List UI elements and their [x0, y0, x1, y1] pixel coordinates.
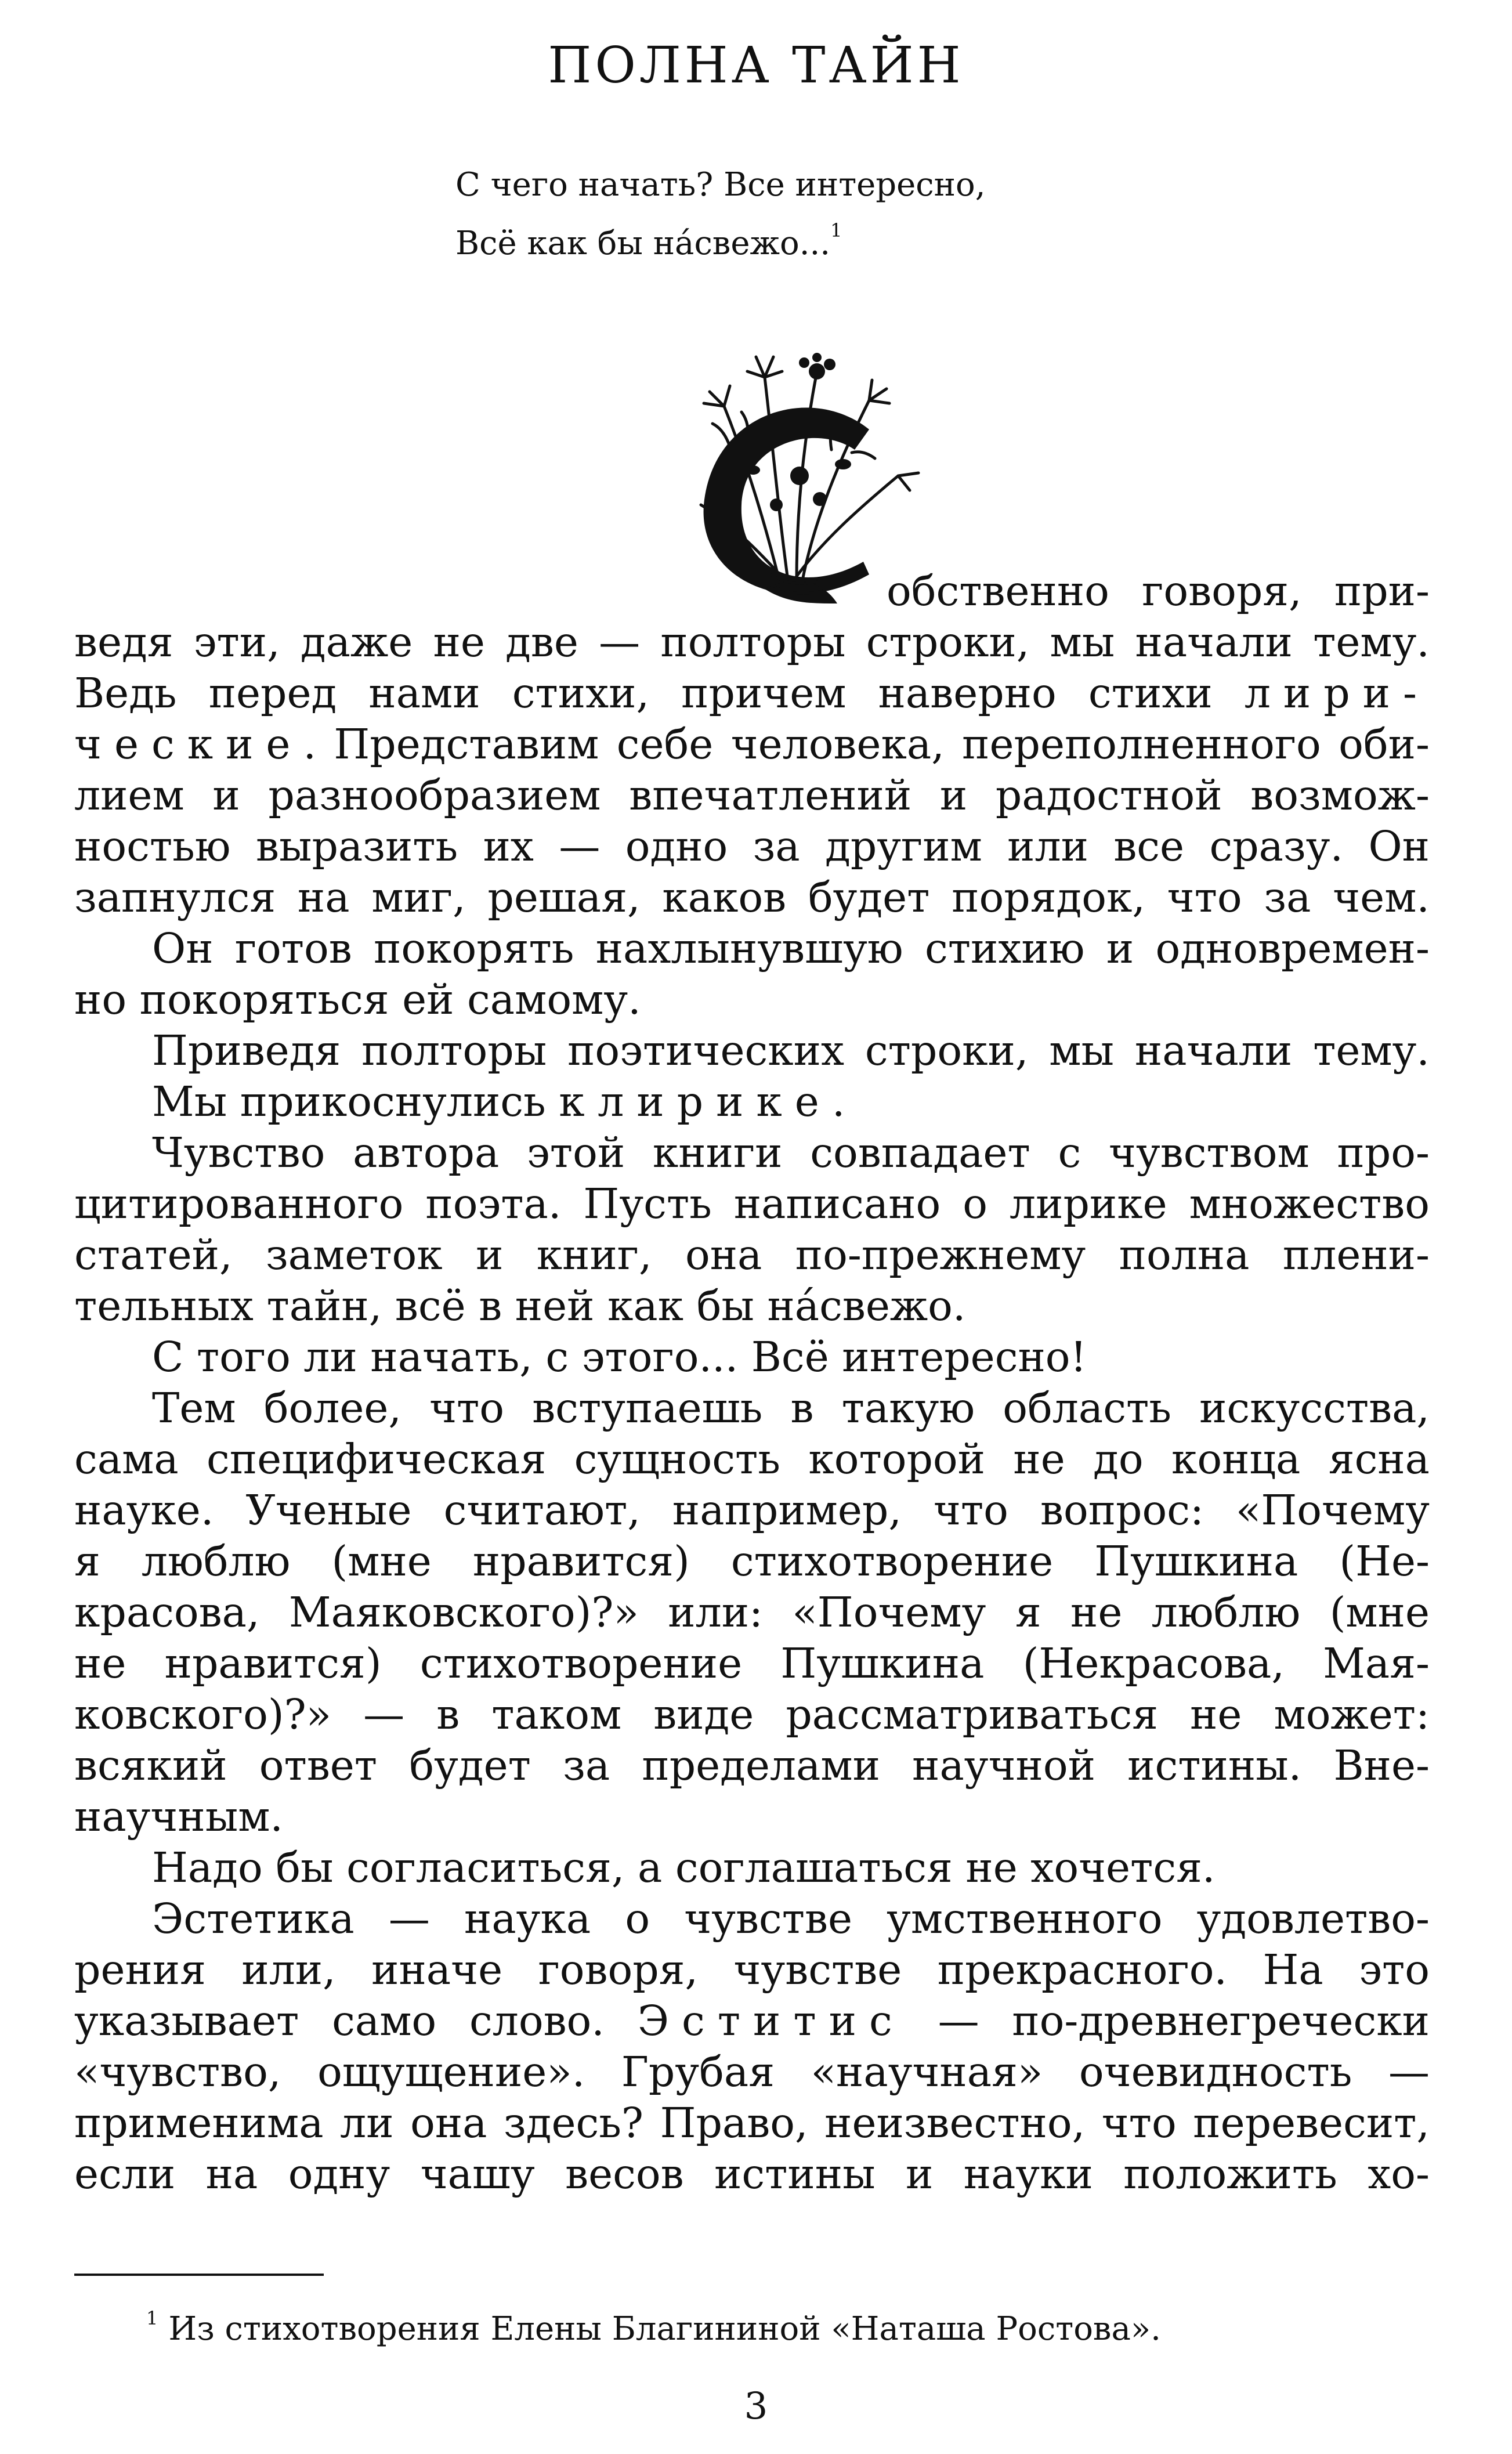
- text-line: научным.: [74, 1792, 283, 1841]
- text-line: если на одну чашу весов истины и науки положить хо-: [74, 2150, 1430, 2198]
- chapter-title: ПОЛНА ТАЙН: [548, 37, 964, 95]
- text-line: Приведя полторы поэтических строки, мы начали тему.: [152, 1027, 1430, 1075]
- text-line: науке. Ученые считают, например, что вопрос: «Почему: [74, 1486, 1430, 1534]
- epigraph-footnote-mark: 1: [830, 219, 842, 241]
- page-number: 3: [744, 2385, 768, 2428]
- epigraph-line-2-text: Всё как бы на́свежо...: [455, 225, 831, 262]
- epigraph-line-2: [455, 208, 986, 266]
- text-line: красова, Маяковского)?» или: «Почему я не люблю (мне: [74, 1588, 1430, 1636]
- text-segment: .: [831, 1078, 845, 1126]
- text-line: всякий ответ будет за пределами научной истины. Вне-: [74, 1741, 1430, 1790]
- text-line: Он готов покорять нахлынувшую стихию и одновремен-: [152, 924, 1430, 973]
- text-line: сама специфическая сущность которой не до конца ясна: [74, 1435, 1430, 1483]
- text-segment: — по-древнегречески: [938, 1997, 1430, 2045]
- footnote-text: Из стихотворения Елены Благининой «Наташа Ростова».: [168, 2310, 1161, 2348]
- text-segment: Ведь перед нами стихи, причем наверно стихи: [74, 669, 1213, 717]
- text-line: Надо бы согласиться, а соглашаться не хочется.: [152, 1844, 1216, 1892]
- text-line: статей, заметок и книг, она по-прежнему полна плени-: [74, 1231, 1430, 1279]
- text-line: запнулся на миг, решая, каков будет порядок, что за чем.: [74, 873, 1430, 921]
- text-line: [74, 719, 1430, 770]
- text-line: не нравится) стихотворение Пушкина (Некрасова, Мая-: [74, 1639, 1430, 1687]
- text-line: но покоряться ей самому.: [74, 975, 641, 1024]
- text-line: тельных тайн, всё в ней как бы на́свежо.: [74, 1282, 966, 1330]
- text-line: С того ли начать, с этого... Всё интересно!: [152, 1333, 1087, 1381]
- text-segment: . Представим себе человека, переполненного оби-: [303, 720, 1430, 768]
- text-line: я люблю (мне нравится) стихотворение Пушкина (Не-: [74, 1537, 1430, 1585]
- footnote-divider: [74, 2274, 324, 2276]
- footnote: [146, 2295, 1161, 2352]
- text-line: [152, 1076, 845, 1127]
- spaced-emphasis: ческие: [74, 720, 303, 768]
- spaced-emphasis: лири-: [1244, 669, 1430, 717]
- text-segment: указывает само слово.: [74, 1997, 605, 2045]
- epigraph-line-1: С чего начать? Все интересно,: [455, 166, 986, 204]
- epigraph: [455, 162, 986, 266]
- footnote-mark: 1: [146, 2307, 158, 2329]
- spaced-emphasis: лирике: [598, 1078, 832, 1126]
- text-line: ведя эти, даже не две — полторы строки, мы начали тему.: [74, 618, 1430, 666]
- text-line: цитированного поэта. Пусть написано о лирике множество: [74, 1180, 1430, 1228]
- text-line: [74, 1996, 1430, 2047]
- text-line: Чувство автора этой книги совпадает с чувством про-: [152, 1129, 1430, 1177]
- text-line: лием и разнообразием впечатлений и радостной возмож-: [74, 771, 1430, 819]
- spaced-emphasis: Эститис: [637, 1997, 905, 2045]
- text-line: рения или, иначе говоря, чувстве прекрасного. На это: [74, 1946, 1430, 1994]
- text-line: Тем более, что вступаешь в такую область искусства,: [152, 1384, 1430, 1432]
- text-line: «чувство, ощущение». Грубая «научная» очевидность —: [74, 2048, 1430, 2096]
- text-line: Эстетика — наука о чувстве умственного удовлетво-: [152, 1895, 1430, 1943]
- text-segment: Мы прикоснулись к: [152, 1078, 585, 1126]
- text-line: [74, 668, 1430, 719]
- text-line: применима ли она здесь? Право, неизвестно, что перевесит,: [74, 2099, 1430, 2147]
- text-line: ностью выразить их — одно за другим или все сразу. Он: [74, 822, 1430, 870]
- text-line: ковского)?» — в таком виде рассматриваться не может:: [74, 1690, 1430, 1739]
- text-line: обственно говоря, при-: [887, 567, 1430, 615]
